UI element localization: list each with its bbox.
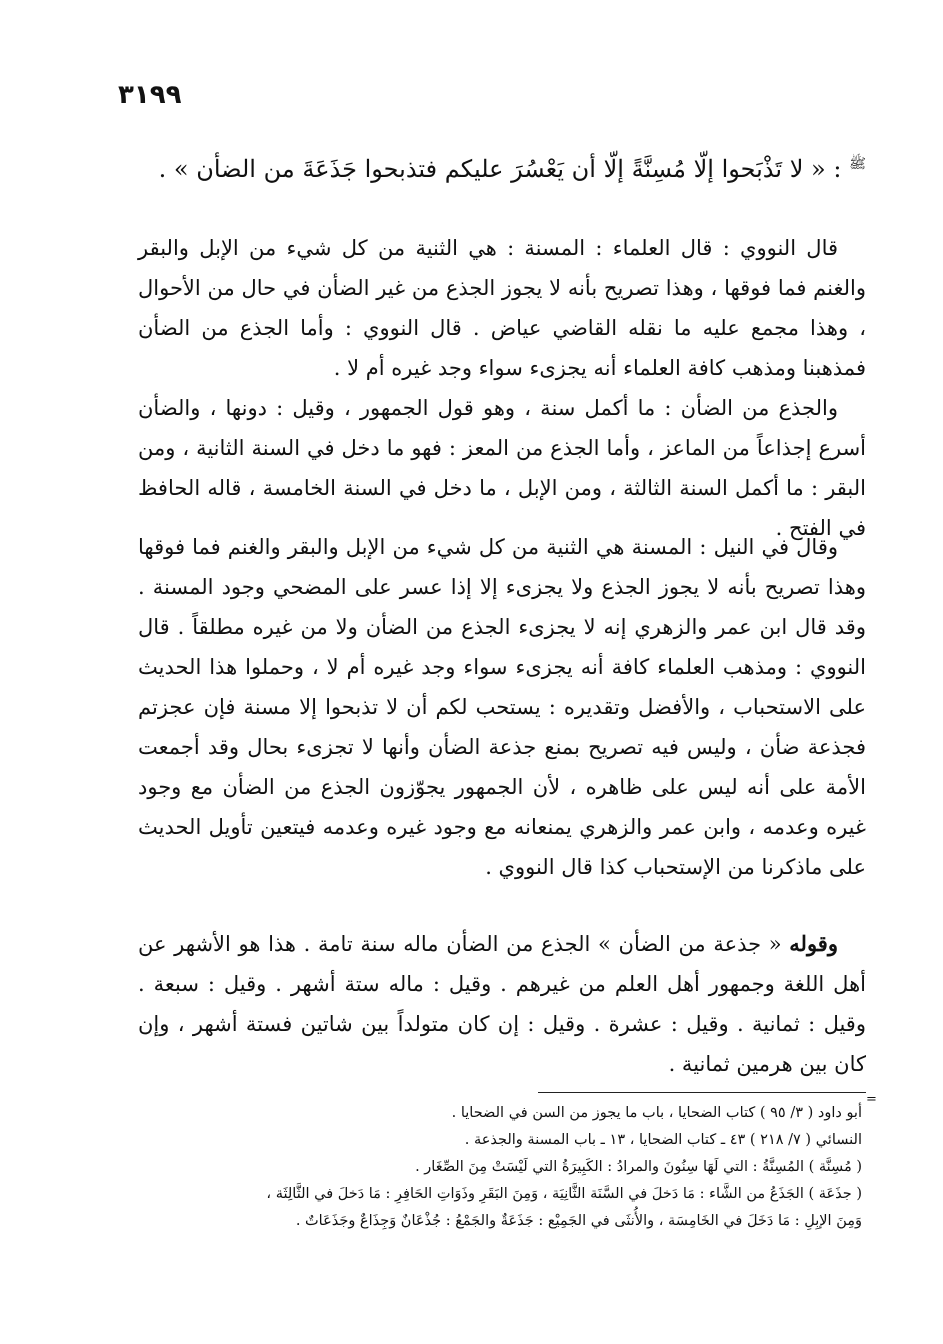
footnote-musinna: ( مُسِنَّة ) المُسِنَّةُ : التي لَهَا سِنُونَ والمرادُ : الكَبِيرَةُ التي لَيْسَتْ مِنَ الصِّغَار . [415,1159,862,1175]
paragraph-body: « جذعة من الضأن » الجذع من الضأن ماله سنة تامة . هذا هو الأشهر عن أهل اللغة وجمهور أهل العلم من غيرهم . وقيل : ماله ستة أشهر . وقيل : سبعة . وقيل : ثمانية . وقيل : عشرة . وقيل : إن كان متولداً بين شاتين فستة أشهر ، وإن كان بين هرمين ثمانية . [138,932,866,1076]
paragraph-nayl: وقال في النيل : المسنة هي الثنية من كل شيء من الإبل والبقر والغنم فما فوقها وهذا تصريح بأنه لا يجوز الجذع ولا يجزىء إلا إذا عسر على المضحي وجود المسنة . وقد قال ابن عمر والزهري إنه لا يجزىء الجذع من الضأن ولا من غيره مطلقاً . قال النووي : ومذهب العلماء كافة أنه يجزىء سواء وجد غيره أم لا ، وحملوا هذا الحديث على الاستحباب ، والأفضل وتقديره : يستحب لكم أن لا تذبحوا إلا مسنة فإن عجزتم فجذعة ضأن ، وليس فيه تصريح بمنع جذعة الضأن وأنها لا تجزىء بحال وقد أجمعت الأمة على أنه ليس على ظاهره ، لأن الجمهور يجوّزون الجذع من الضأن مع وجود غيره وعدمه ، وابن عمر والزهري يمنعانه مع وجود غيره وعدمه فيتعين تأويل الحديث على ماذكرنا من الإستحباب كذا قال النووي . [138,535,866,879]
footnote-divider [538,1092,866,1093]
paragraph-jadha-definition: والجذع من الضأن : ما أكمل سنة ، وهو قول الجمهور ، وقيل : دونها ، والضأن أسرع إجذاعاً من الماعز ، وأما الجذع من المعز : فهو ما دخل في السنة الثانية ، ومن البقر : ما أكمل السنة الثالثة ، ومن الإبل ، ما دخل في السنة الخامسة ، قاله الحافظ في الفتح . [138,396,866,540]
footnote-abu-dawud: أبو داود ( ٣/ ٩٥ ) كتاب الضحايا ، باب ما يجوز من السن في الضحايا . [451,1105,862,1121]
footnote-jadha: ( جذَعَة ) الجَذَعُ من الشَّاء : مَا دَخلَ في السَّنَة الثَّانِيَة ، وَمِنَ البَقَرِ وذَوَاتِ الحَافِرِ : مَا دَخلَ في الثَّالِثَة ، وَمِنَ الإبِلِ : مَا دَخَلَ في الخَامِسَة ، والأُنثَى في الجَمِيْع : جَذَعَةٌ والجَمْعُ : جُذْعَانٌ وَجِذَاعٌ وجَذَعَاتٌ . [266,1186,862,1229]
paragraph-lead-word: وقوله [789,931,838,956]
hadith-text: : « لا تَذْبَحوا إلّا مُسِنَّةً إلّا أن يَعْسُرَ عليكم فتذبحوا جَذَعَةَ من الضأن » . [158,155,842,183]
footnote-nasai: النسائي ( ٧/ ٢١٨ ) ٤٣ ـ كتاب الضحايا ، ١٣ ـ باب المسنة والجذعة . [464,1132,862,1148]
honorific-glyph: ﷺ [849,156,866,172]
footnote-continuation-mark: = [866,1092,877,1107]
paragraph-nawawi: قال النووي : قال العلماء : المسنة : هي الثنية من كل شيء من الإبل والبقر والغنم فما فوقها ، وهذا تصريح بأنه لا يجوز الجذع من غير الضأن في حال من الأحوال ، وهذا مجمع عليه ما نقله القاضي عياض . قال النووي : وأما الجذع من الضأن فمذهبنا ومذهب كافة العلماء أنه يجزىء سواء وجد غيره أم لا . [138,236,866,380]
hadith-quote [138,140,866,193]
page-number: ٣١٩٩ [118,80,182,110]
footnotes [240,1100,862,1235]
paragraph-jadha-meaning [138,924,866,1084]
